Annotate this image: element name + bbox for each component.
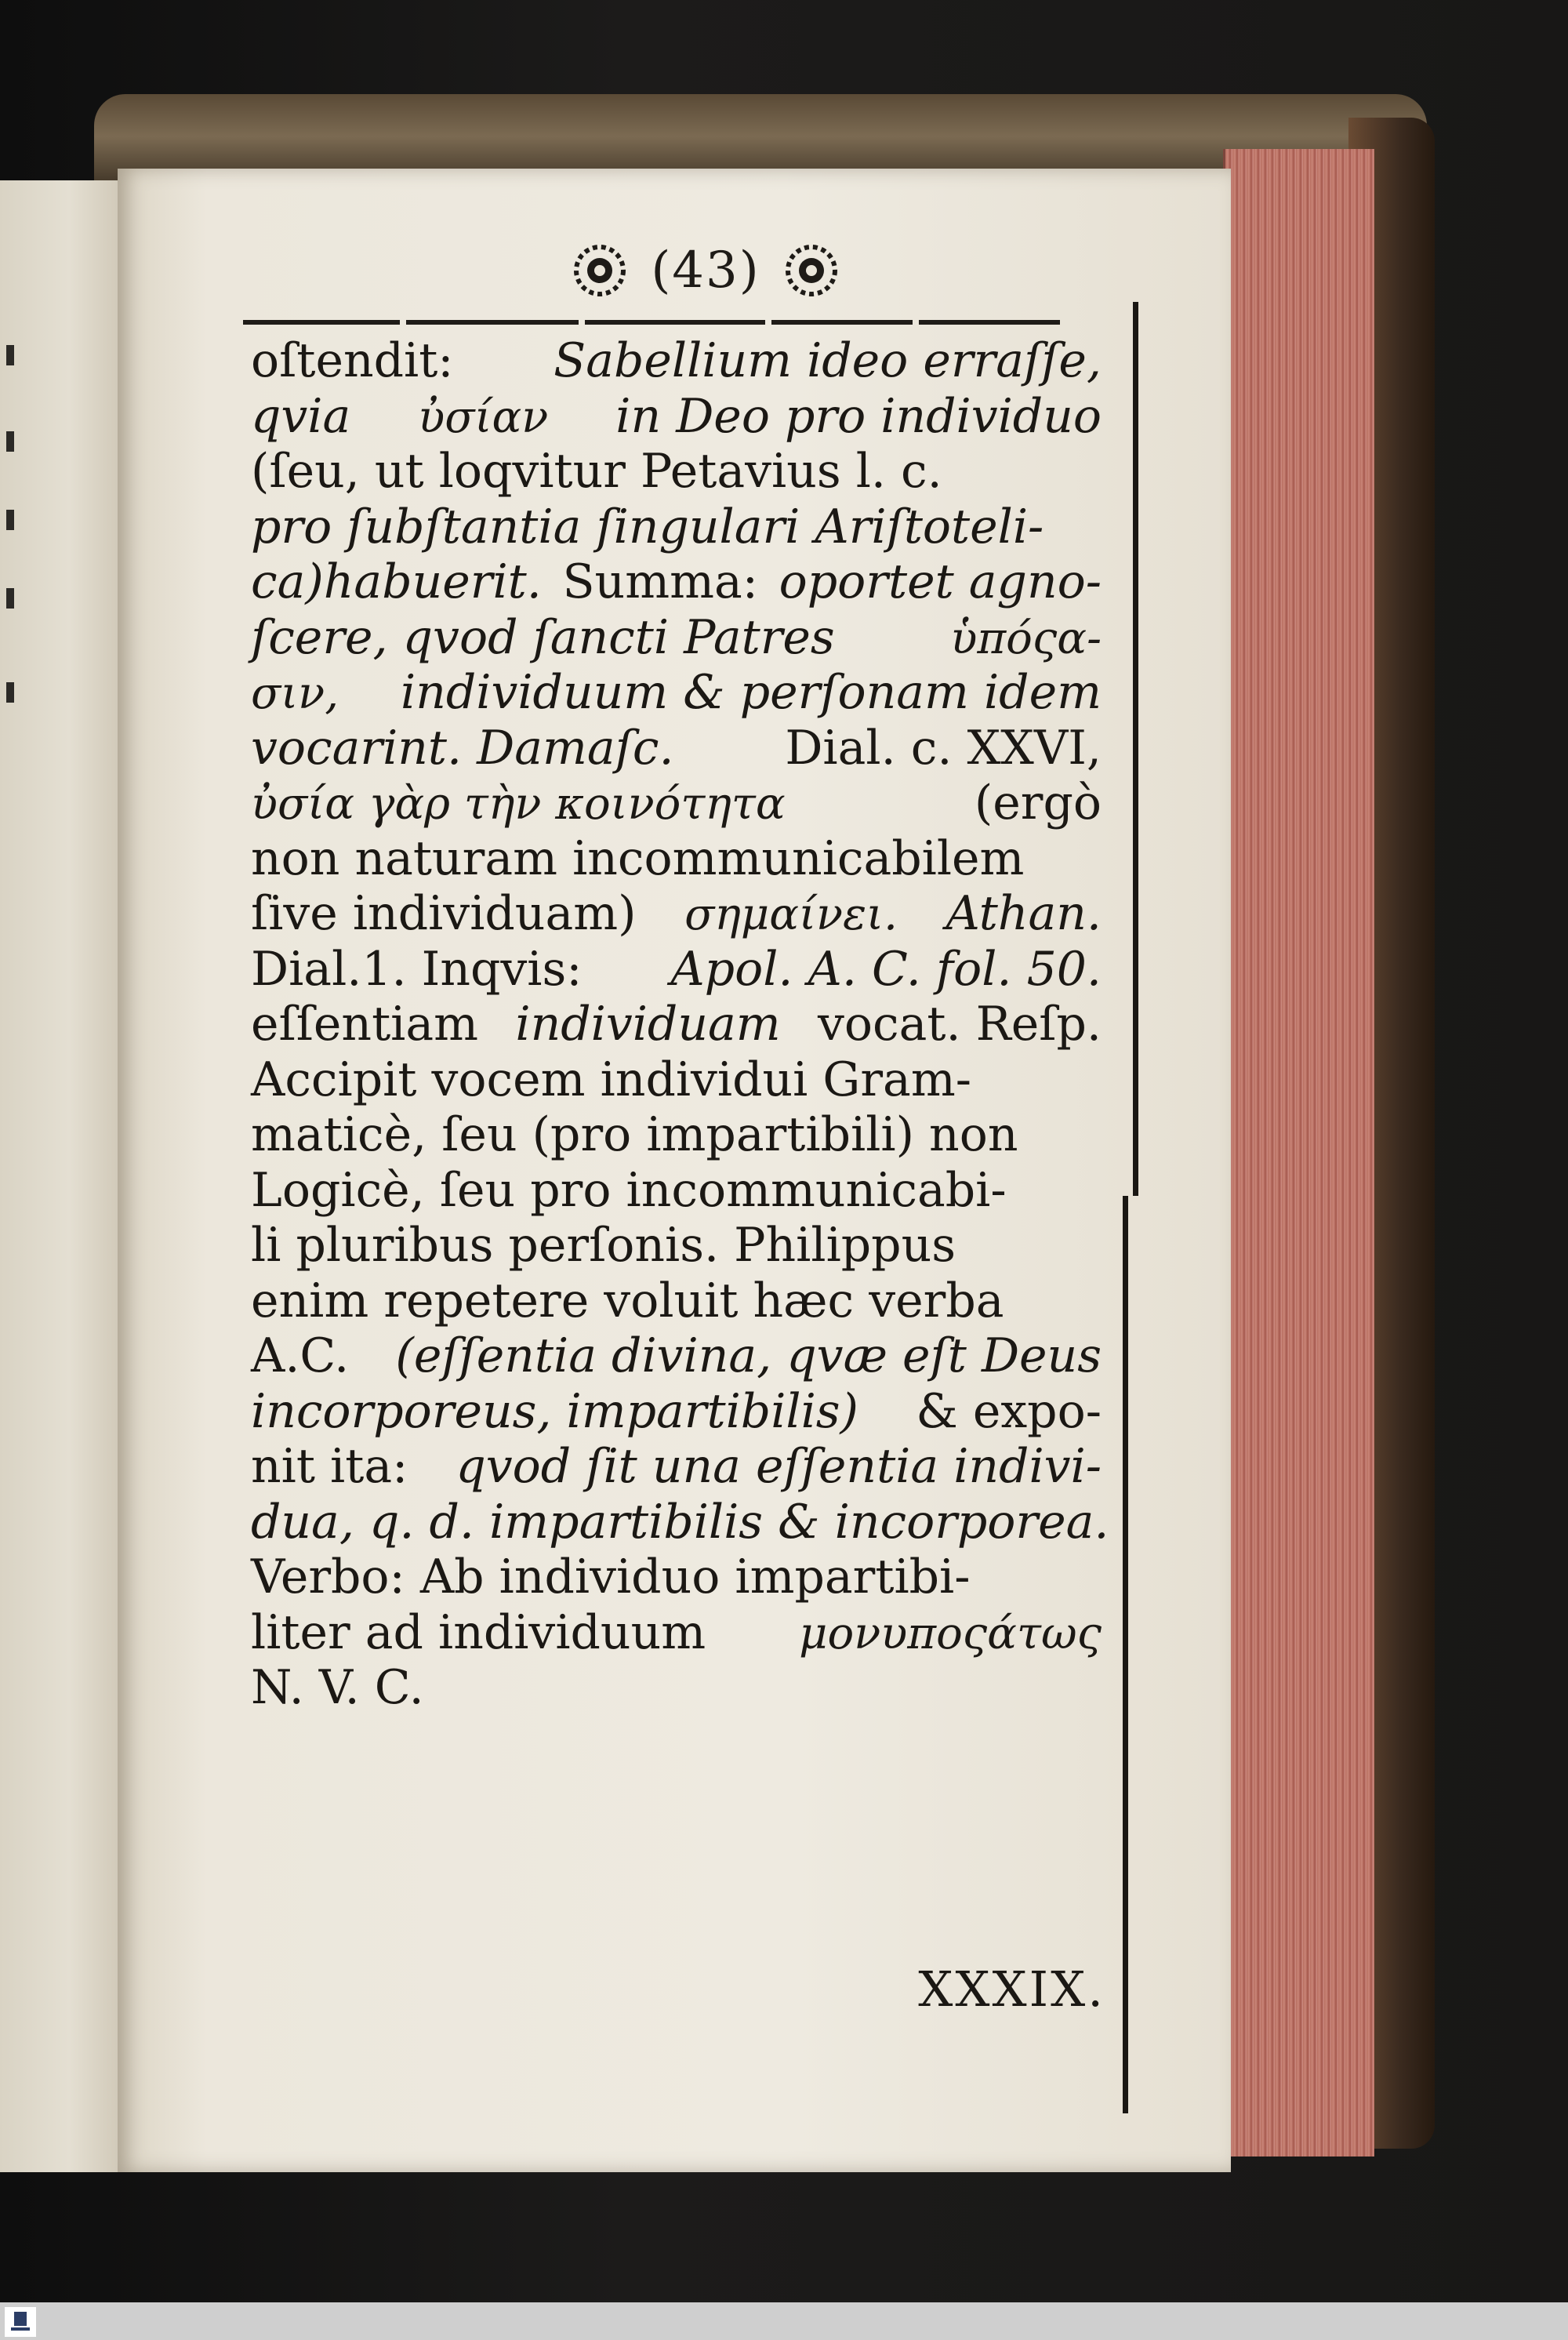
facing-page-letter-fragment [6, 431, 14, 452]
text-line [251, 1218, 1102, 1274]
text-segment: enim repetere voluit hæc verba [251, 1273, 1004, 1328]
text-segment: liter ad individuum [251, 1604, 706, 1660]
text-segment: ὐσίαν [418, 391, 549, 443]
text-segment: eſſentiam [251, 997, 479, 1052]
text-segment: (ſeu, ut loqvitur Petavius l. c. [251, 444, 942, 499]
text-segment: A.C. [251, 1328, 350, 1383]
footer-strip [0, 2302, 1568, 2340]
book-page [118, 169, 1231, 2172]
text-segment: Verbo: Ab individuo impartibi- [251, 1550, 971, 1604]
text-line [251, 665, 1102, 721]
text-line [251, 997, 1102, 1052]
text-line [251, 942, 1102, 997]
text-segment: individuum & perſonam idem [401, 665, 1102, 720]
text-line [251, 610, 1102, 666]
facing-page-letter-fragment [6, 345, 14, 365]
text-segment: Sabellium ideo erraſſe, [554, 333, 1102, 388]
facing-page-letter-fragment [6, 588, 14, 609]
text-segment: non naturam incommunicabilem [251, 830, 1025, 886]
text-line [251, 1660, 1102, 1716]
text-segment: N. V. C. [251, 1660, 424, 1715]
text-segment: Dial. c. XXVI, [785, 720, 1102, 776]
text-segment: ca)habuerit. [251, 554, 542, 609]
text-segment: in Deo pro individuo [615, 388, 1102, 444]
text-segment: qvod ſit una eſſentia indivi- [456, 1439, 1102, 1494]
text-line [251, 444, 1102, 500]
text-segment: Athan. [946, 886, 1102, 941]
text-segment: ὐσία γὰρ τὴν κοινότητα [251, 779, 786, 830]
text-segment: ſcere, qvod ſancti Patres [251, 609, 835, 665]
text-segment: Accipit vocem individui Gram- [251, 1052, 971, 1107]
text-segment: Dial.1. Inqvis: [251, 941, 583, 997]
text-line [251, 1605, 1102, 1661]
text-line [251, 1107, 1102, 1163]
text-line [251, 389, 1102, 445]
text-segment: & expo- [916, 1383, 1102, 1439]
text-segment: ὑπόςα- [950, 612, 1102, 664]
text-segment: nit ita: [251, 1439, 408, 1494]
text-line [251, 721, 1102, 776]
text-segment: Apol. A. C. fol. 50. [670, 941, 1102, 997]
catchword: XXXIX. [918, 1960, 1105, 2018]
text-segment: (ergò [974, 776, 1102, 830]
library-logo-icon [5, 2307, 36, 2337]
text-segment: incorporeus, impartibilis) [251, 1383, 858, 1439]
text-line [251, 831, 1102, 887]
text-segment: individuam [515, 997, 781, 1052]
text-segment: pro ſubſtantia ſingulari Ariſtoteli- [251, 499, 1044, 554]
margin-bar [1133, 302, 1138, 1196]
text-segment: σιν, [251, 668, 339, 719]
page-number: (43) [651, 242, 760, 300]
page-edges [1223, 149, 1374, 2157]
page-header [463, 231, 949, 310]
text-segment: li pluribus perſonis. Philippus [251, 1218, 956, 1273]
text-segment: μονυποςάτως [799, 1608, 1102, 1659]
text-segment: Summa: [562, 554, 758, 609]
text-segment: oſtendit: [251, 333, 454, 388]
margin-bar [1123, 1196, 1128, 2113]
text-segment: qvia [251, 388, 351, 444]
text-line [251, 500, 1102, 555]
text-line [251, 1384, 1102, 1440]
text-line [251, 1163, 1102, 1219]
text-line [251, 1550, 1102, 1605]
floral-ornament-icon [571, 242, 629, 300]
text-line [251, 1052, 1102, 1108]
text-segment: dua, q. d. impartibilis & incorporea. [251, 1494, 1109, 1550]
text-line [251, 886, 1102, 942]
text-segment: vocarint. Damaſc. [251, 720, 674, 776]
text-line [251, 1274, 1102, 1329]
text-segment: (eſſentia divina, qvæ eſt Deus [395, 1328, 1102, 1383]
header-rule [243, 314, 1066, 322]
text-segment: ſive individuam) [251, 886, 637, 941]
body-text [251, 333, 1109, 1716]
text-line [251, 1439, 1102, 1495]
text-segment: maticè, ſeu (pro impartibili) non [251, 1107, 1018, 1162]
text-segment: vocat. Reſp. [817, 997, 1102, 1052]
floral-ornament-icon [782, 242, 840, 300]
text-segment: Logicè, ſeu pro incommunicabi- [251, 1162, 1007, 1218]
text-line [251, 333, 1102, 389]
text-line [251, 1494, 1109, 1550]
facing-page [0, 180, 129, 2172]
text-line [251, 554, 1102, 610]
text-line [251, 1328, 1102, 1384]
text-segment: σημαίνει. [684, 889, 898, 940]
text-line [251, 776, 1102, 831]
facing-page-letter-fragment [6, 510, 14, 530]
facing-page-letter-fragment [6, 682, 14, 703]
text-segment: oportet agno- [779, 554, 1102, 609]
